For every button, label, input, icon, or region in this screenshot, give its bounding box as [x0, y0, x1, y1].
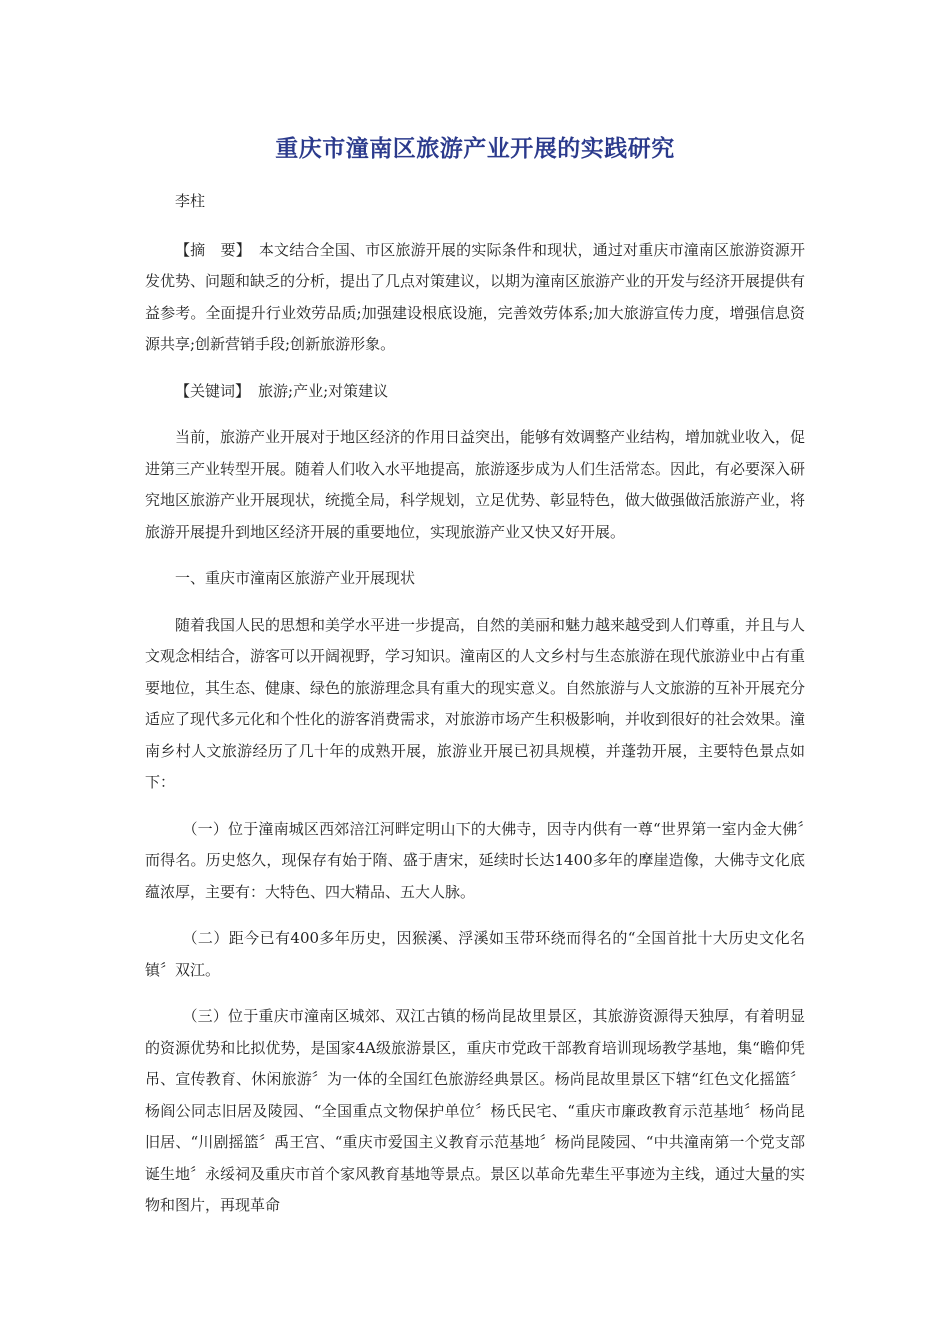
- list-item: （一）位于潼南城区西郊涪江河畔定明山下的大佛寺，因寺内供有一尊“世界第一室内金大佛〞而得名。历史悠久，现保存有始于隋、盛于唐宋，延续时长达1400多年的摩崖造像，大佛寺文化底蕴浓厚，主要有：大特色、四大精品、五大人脉。: [145, 819, 805, 901]
- intro-paragraph: 当前，旅游产业开展对于地区经济的作用日益突出，能够有效调整产业结构，增加就业收入，促进第三产业转型开展。随着人们收入水平地提高，旅游逐步成为人们生活常态。因此，有必要深入研究地区旅游产业开展现状，统揽全局，科学规划，立足优势、彰显特色，做大做强做活旅游产业，将旅游开展提升到地区经济开展的重要地位，实现旅游产业又快又好开展。: [145, 428, 806, 541]
- section-heading: 一、重庆市潼南区旅游产业开展现状: [175, 569, 416, 587]
- keywords-text: 旅游;产业;对策建议: [258, 381, 389, 400]
- keywords-paragraph: [145, 376, 805, 408]
- author-name: 李柱: [175, 192, 206, 210]
- list-item: （二）距今已有400多年历史，因猴溪、浮溪如玉带环绕而得名的“全国首批十大历史文化名镇〞双江。: [145, 929, 805, 979]
- document-title: 重庆市潼南区旅游产业开展的实践研究: [275, 136, 675, 162]
- keywords-label: 【关键词】: [175, 381, 251, 400]
- list-item: （三）位于重庆市潼南区城郊、双江古镇的杨尚昆故里景区，其旅游资源得天独厚，有着明显的资源优势和比拟优势，是国家4A级旅游景区，重庆市党政干部教育培训现场教学基地，集“瞻仰凭吊、宣传教育、休闲旅游〞为一体的全国红色旅游经典景区。杨尚昆故里景区下辖“红色文化摇篮〞杨阎公同志旧居及陵园、“全国重点文物保护单位〞杨氏民宅、“重庆市廉政教育示范基地〞杨尚昆旧居、“川剧摇篮〞禹王宫、“重庆市爱国主义教育示范基地〞杨尚昆陵园、“中共潼南第一个党支部诞生地〞永绥祠及重庆市首个家风教育基地等景点。景区以革命先辈生平事迹为主线，通过大量的实物和图片，再现革命: [145, 1007, 806, 1214]
- document-body: [145, 186, 805, 1237]
- abstract-paragraph: [145, 235, 805, 361]
- section-paragraph: 随着我国人民的思想和美学水平进一步提高，自然的美丽和魅力越来越受到人们尊重，并且与人文观念相结合，游客可以开阔视野，学习知识。潼南区的人文乡村与生态旅游在现代旅游业中占有重要地位，其生态、健康、绿色的旅游理念具有重大的现实意义。自然旅游与人文旅游的互补开展充分适应了现代多元化和个性化的游客消费需求，对旅游市场产生积极影响，并收到很好的社会效果。潼南乡村人文旅游经历了几十年的成熟开展，旅游业开展已初具规模，并蓬勃开展，主要特色景点如下：: [145, 615, 806, 791]
- abstract-text: 本文结合全国、市区旅游开展的实际条件和现状，通过对重庆市潼南区旅游资源开发优势、问题和缺乏的分析，提出了几点对策建议，以期为潼南区旅游产业的开发与经济开展提供有益参考。全面提升行业效劳品质;加强建设根底设施，完善效劳体系;加大旅游宣传力度，增强信息资源共享;创新营销手段;创新旅游形象。: [145, 240, 806, 353]
- abstract-label: 【摘 要】: [175, 240, 251, 259]
